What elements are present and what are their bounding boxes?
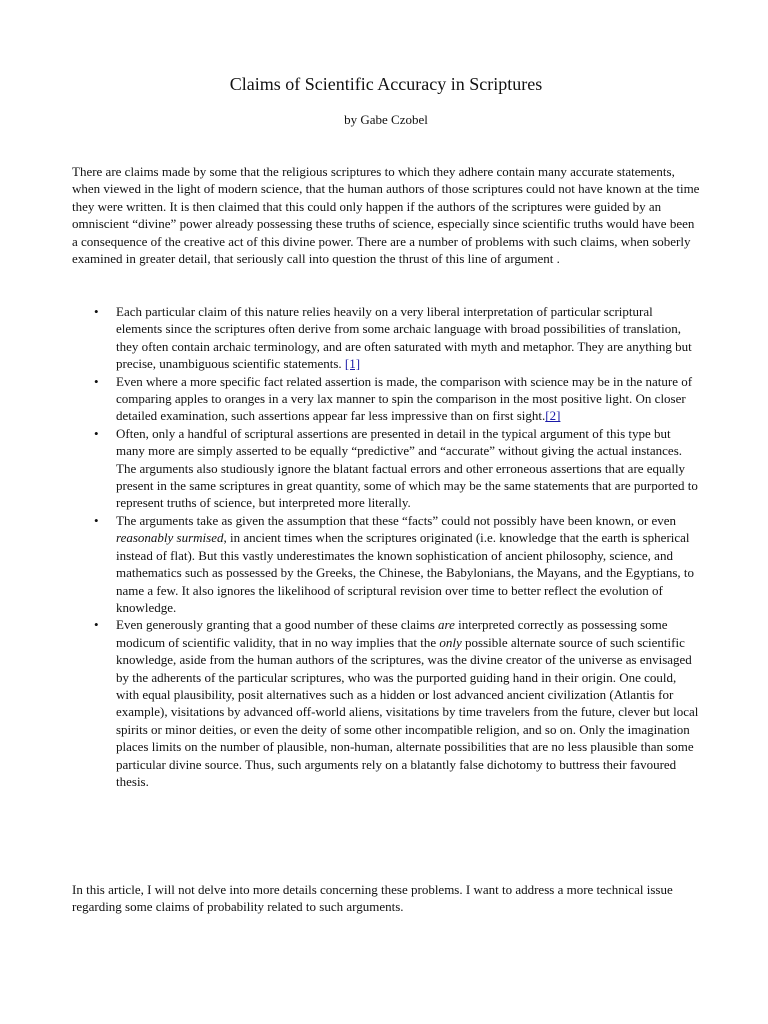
- emphasis-text: are: [438, 617, 455, 633]
- bullet-icon: •: [94, 373, 99, 389]
- argument-list: [72, 303, 700, 790]
- closing-paragraph: In this article, I will not delve into more details concerning these problems. I want to address a more technical issue regarding some claims of probability related to such arguments.: [72, 882, 673, 915]
- list-item: [72, 373, 700, 425]
- list-item-text: , in ancient times when the scriptures originated (i.e. knowledge that the earth is spherical instead of flat). But this vastly underestimates the known sophistication of ancient philosophy, science, and mathematics such as possessed by the Greeks, the Chinese, the Babylonians, the Mayans, and the Egyptians, to name a few. It also ignores the likelihood of scriptural revision over time to better reflect the evolution of knowledge.: [116, 530, 695, 615]
- footnote-link-2[interactable]: [2]: [545, 408, 561, 424]
- emphasis-text: reasonably surmised: [116, 530, 224, 546]
- bullet-icon: •: [94, 304, 99, 319]
- list-item: [72, 512, 700, 616]
- list-item-text: Even generously granting that a good number of these claims: [116, 617, 439, 633]
- list-item-text: interpreted correctly as possessing some modicum of scientific validity, that in no way implies that the: [116, 617, 668, 650]
- intro-paragraph: There are claims made by some that the religious scriptures to which they adhere contain many accurate statements, when viewed in the light of modern science, that the human authors of those scriptures could not have known at the time they were written. It is then claimed that this could only happen if the authors of the scriptures were guided by an omniscient “divine” power already possessing these truths of science, especially since scientific truths would have been a consequence of the creative act of this divine power. There are a number of problems with such claims, when soberly examined in greater detail, that seriously call into question the thrust of this line of argument .: [72, 164, 700, 267]
- list-item-text: Each particular claim of this nature relies heavily on a very liberal interpretation of particular scriptural elements since the scriptures often derive from some archaic language with broad possibilities of translation, they often contain archaic terminology, and are often saturated with myth and metaphor. They are anything but precise, unambiguous scientific statements.: [116, 304, 692, 372]
- bullet-icon: •: [94, 425, 99, 441]
- footnote-link-1[interactable]: [1]: [344, 356, 361, 372]
- author-byline: by Gabe Czobel: [344, 112, 428, 127]
- list-item: [72, 425, 700, 512]
- list-item-text: Even where a more specific fact related assertion is made, the comparison with science may be in the nature of comparing apples to oranges in a very lax manner to spin the comparison in the most positive light. On closer detailed examination, such assertions appear far less impressive than on first sight.: [116, 373, 693, 424]
- bullet-icon: •: [94, 617, 99, 633]
- list-item-text: possible alternate source of such scientific knowledge, aside from the human authors of the scriptures, was the divine creator of the universe as envisaged by the adherents of the particular scriptures, who was the purported guiding hand in their origin. One could, with equal plausibility, posit alternatives such as a hidden or lost advanced ancient civilization (Atlantis for example), visitations by advanced off-world aliens, visitations by time travelers from the future, clever but local spirits or minor deities, or even the deity of some other incompatible religion, and so on. Only the imagination places limits on the number of plausible, non-human, alternate possibilities that are no less plausible than some particular divine source. Thus, such arguments rely on a blatantly false dichotomy to buttress their favoured thesis.: [116, 634, 699, 789]
- list-item: [72, 303, 700, 373]
- list-item-text: The arguments take as given the assumption that these “facts” could not possibly have been known, or even: [116, 512, 677, 528]
- document-title: Claims of Scientific Accuracy in Scriptures: [229, 74, 543, 94]
- list-item: [72, 616, 700, 790]
- bullet-icon: •: [94, 512, 99, 528]
- emphasis-text: only: [439, 634, 462, 650]
- list-item-text: Often, only a handful of scriptural assertions are presented in detail in the typical argument of this type but many more are simply asserted to be equally “predictive” and “accurate” without giving the actual instances. The arguments also studiously ignore the blatant factual errors and other erroneous assertions that are equally present in the same scriptures in great quantity, some of which may be the same statements that are purported to represent truths of science, but interpreted more literally.: [116, 425, 698, 511]
